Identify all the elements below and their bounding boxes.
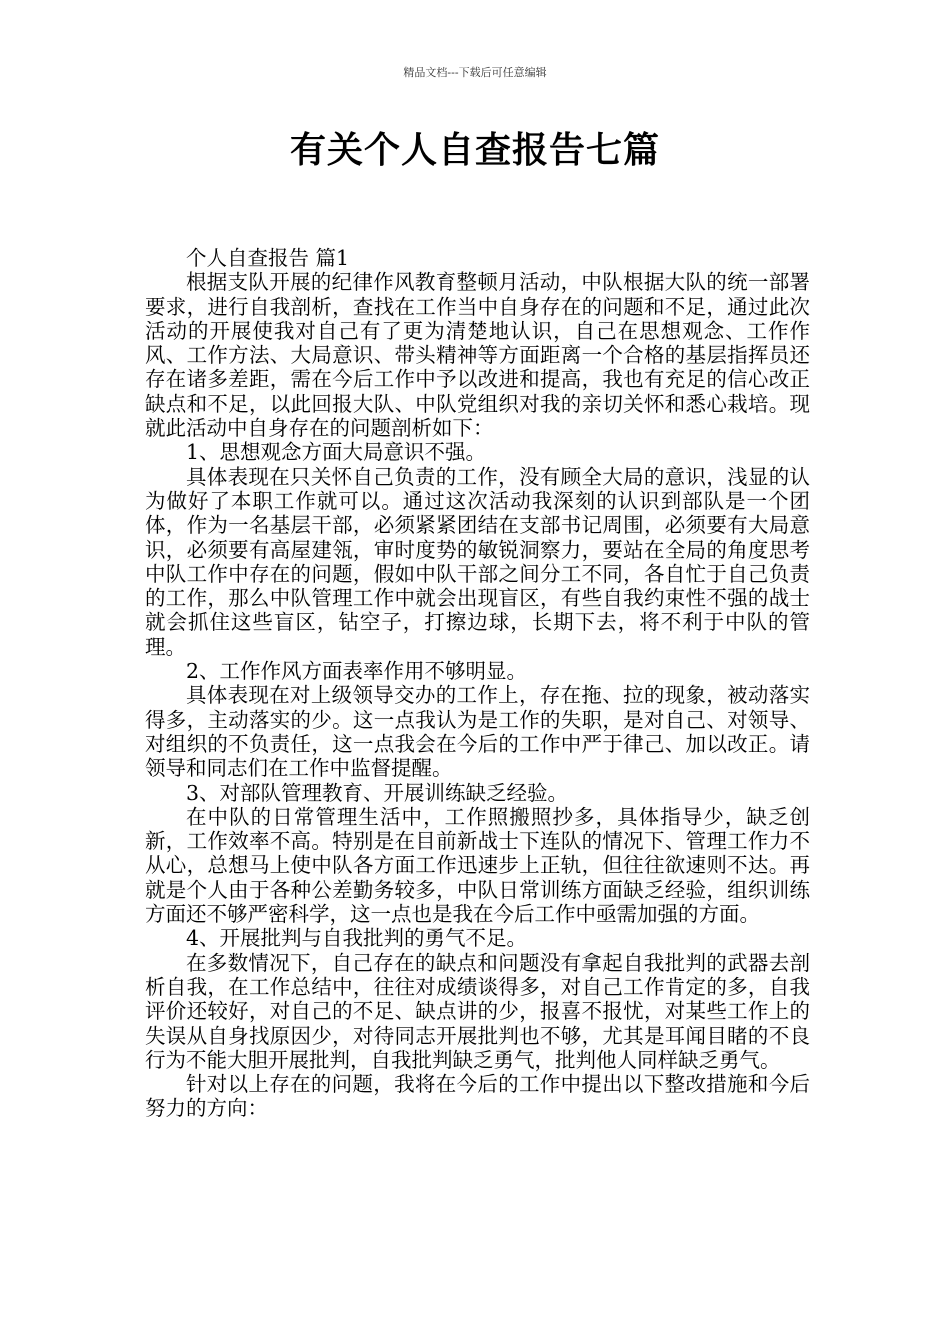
- body-paragraph: 具体表现在只关怀自己负责的工作，没有顾全大局的意识，浅显的认为做好了本职工作就可以。通过这次活动我深刻的认识到部队是一个团体，作为一名基层干部，必须紧紧团结在支部书记周围，必须要有大局意识，必须要有高屋建瓴，审时度势的敏锐洞察力，要站在全局的角度思考中队工作中存在的问题，假如中队干部之间分工不同，各自忙于自己负责的工作，那么中队管理工作中就会出现盲区，有些自我约束性不强的战士就会抓住这些盲区，钻空子，打擦边球，长期下去，将不利于中队的管理。: [145, 464, 810, 659]
- numbered-heading: 4、开展批判与自我批判的勇气不足。: [186, 926, 528, 951]
- body-paragraph: 具体表现在对上级领导交办的工作上，存在拖、拉的现象，被动落实得多，主动落实的少。这一点我认为是工作的失职，是对自己、对领导、对组织的不负责任，这一点我会在今后的工作中严于律己、加以改正。请领导和同志们在工作中监督提醒。: [145, 683, 810, 781]
- body-paragraph: 根据支队开展的纪律作风教育整顿月活动，中队根据大队的统一部署要求，进行自我剖析，查找在工作当中自身存在的问题和不足，通过此次活动的开展使我对自己有了更为清楚地认识，自己在思想观念、工作作风、工作方法、大局意识、带头精神等方面距离一个合格的基层指挥员还存在诸多差距，需在今后工作中予以改进和提高，我也有充足的信心改正缺点和不足，以此回报大队、中队党组织对我的亲切关怀和悉心栽培。现就此活动中自身存在的问题剖析如下：: [145, 270, 810, 441]
- page-header-note: 精品文档---下载后可任意编辑: [403, 66, 547, 79]
- document-title: 有关个人自查报告七篇: [289, 130, 660, 171]
- body-paragraph: 针对以上存在的问题，我将在今后的工作中提出以下整改措施和今后努力的方向：: [145, 1072, 810, 1121]
- numbered-heading: 3、对部队管理教育、开展训练缺乏经验。: [186, 780, 569, 805]
- body-paragraph: 在中队的日常管理生活中，工作照搬照抄多，具体指导少，缺乏创新，工作效率不高。特别是在目前新战士下连队的情况下、管理工作力不从心，总想马上使中队各方面工作迅速步上正轨，但往往欲速则不达。再就是个人由于各种公差勤务较多，中队日常训练方面缺乏经验，组织训练方面还不够严密科学，这一点也是我在今后工作中亟需加强的方面。: [145, 804, 810, 927]
- body-paragraph: 在多数情况下，自己存在的缺点和问题没有拿起自我批判的武器去剖析自我，在工作总结中，往往对成绩谈得多，对自己工作肯定的多，自我评价还较好，对自己的不足、缺点讲的少，报喜不报忧，对某些工作上的失误从自身找原因少，对待同志开展批判也不够，尤其是耳闻目睹的不良行为不能大胆开展批判，自我批判缺乏勇气，批判他人同样缺乏勇气。: [145, 950, 810, 1072]
- numbered-heading: 1、思想观念方面大局意识不强。: [186, 440, 487, 465]
- numbered-heading: 2、工作作风方面表率作用不够明显。: [186, 659, 528, 684]
- document-body: [145, 246, 810, 1121]
- section-heading: 个人自查报告 篇1: [186, 246, 350, 270]
